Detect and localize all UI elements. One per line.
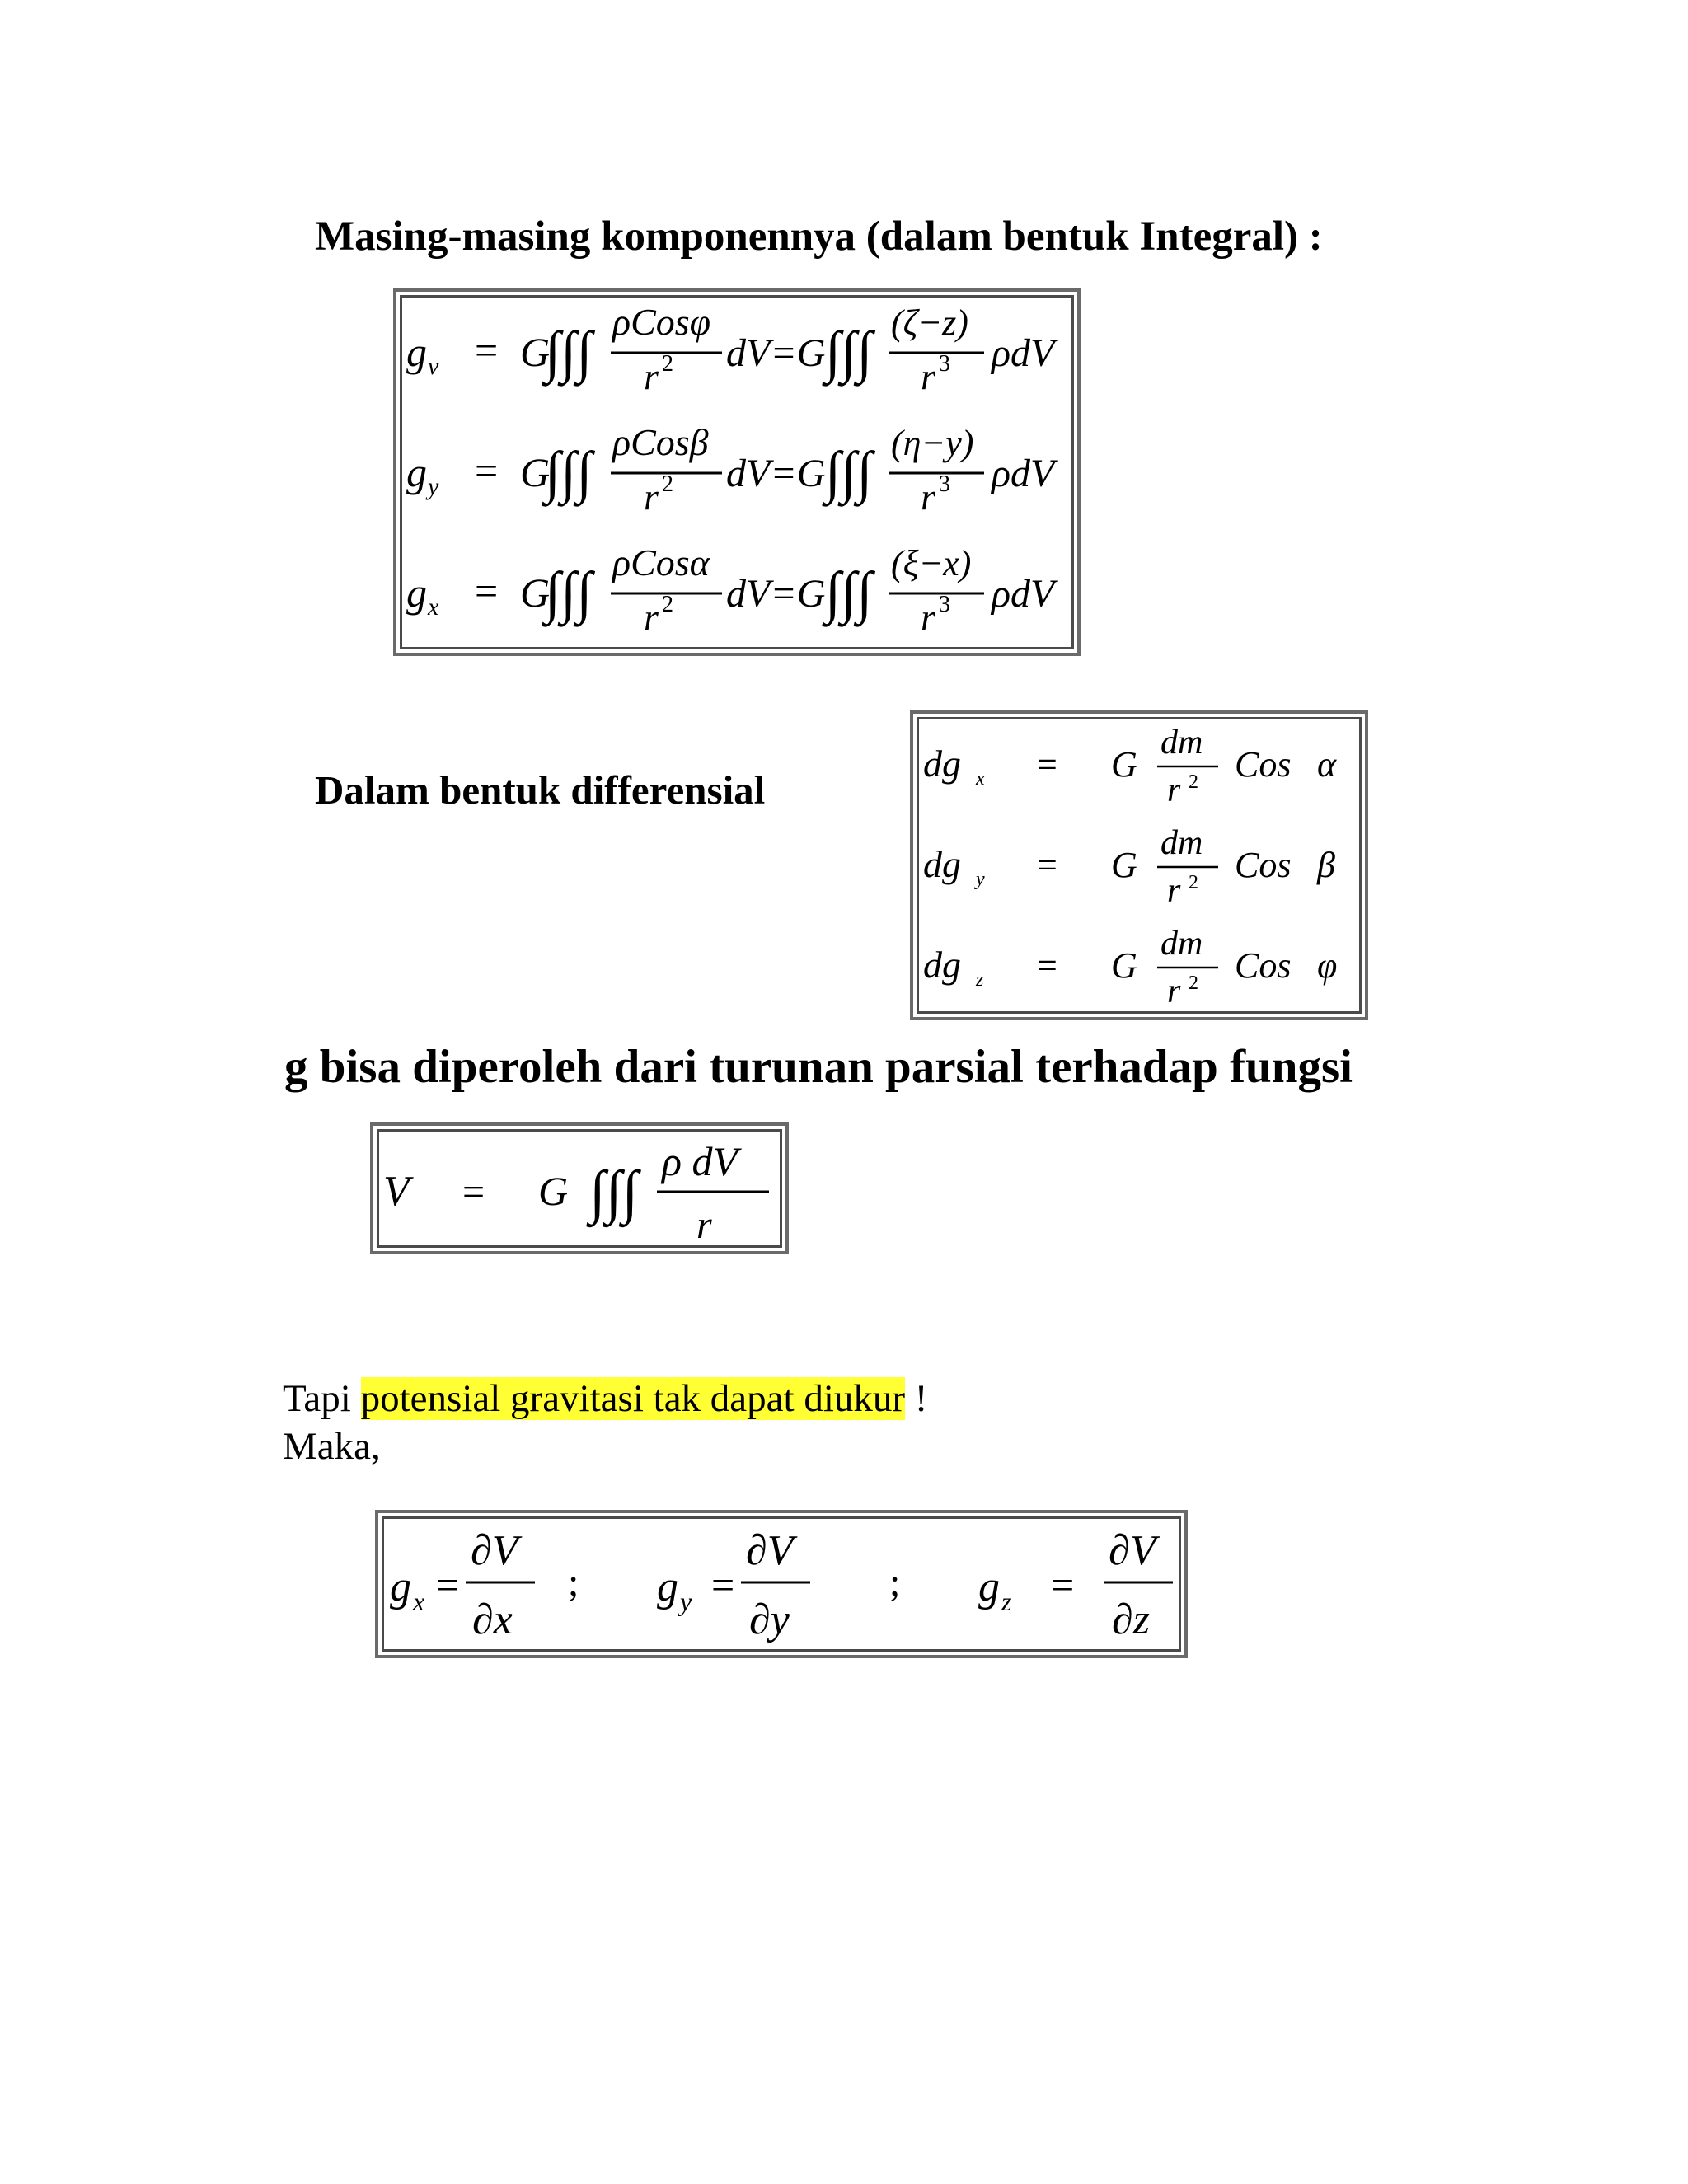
angle: α bbox=[1317, 744, 1337, 785]
power-2: 2 bbox=[662, 351, 673, 377]
row-sub: v bbox=[428, 353, 439, 380]
numerator-2: (ξ−x) bbox=[891, 543, 972, 583]
row-equals: = bbox=[1037, 945, 1057, 986]
tail: ρdV bbox=[992, 331, 1055, 375]
numerator-1: ρCosφ bbox=[612, 301, 711, 343]
derivative-term-x bbox=[390, 1527, 579, 1643]
tail: ρdV bbox=[992, 452, 1055, 495]
row-equals: = bbox=[475, 448, 499, 494]
denominator-2: r bbox=[921, 596, 935, 638]
row-sub: y bbox=[428, 473, 439, 500]
denominator: r bbox=[644, 355, 659, 397]
potential-coef: G bbox=[538, 1168, 569, 1214]
row-equals: = bbox=[475, 568, 499, 614]
cos: Cos bbox=[1235, 744, 1292, 785]
text-line-2: Maka, bbox=[283, 1425, 381, 1468]
row-sub: x bbox=[976, 768, 985, 790]
term-separator: ; bbox=[568, 1561, 579, 1605]
power-3: 3 bbox=[939, 592, 950, 617]
term-numerator: ∂V bbox=[746, 1527, 794, 1574]
row-lhs: dg bbox=[923, 743, 961, 785]
denominator-2: r bbox=[921, 355, 935, 397]
differential-row-z bbox=[923, 925, 1337, 1010]
numerator-2: (η−y) bbox=[891, 423, 974, 463]
term-lhs: g bbox=[657, 1563, 678, 1610]
text-line-1 bbox=[283, 1377, 928, 1420]
row-coef: G bbox=[520, 449, 551, 495]
denominator: r bbox=[1167, 771, 1181, 809]
derivative-equations-box bbox=[375, 1510, 1188, 1658]
power: 2 bbox=[1189, 872, 1198, 893]
differential-row-x bbox=[923, 724, 1337, 809]
term-denominator: ∂y bbox=[749, 1596, 790, 1643]
integral-heading: Masing-masing komponennya (dalam bentuk Integral) : bbox=[315, 213, 1323, 260]
numerator-1: ρCosβ bbox=[612, 421, 709, 463]
denominator: r bbox=[1167, 872, 1181, 910]
row-equals: = bbox=[1037, 845, 1057, 885]
differential-equations-box bbox=[910, 710, 1368, 1020]
row-coef: G bbox=[520, 329, 551, 375]
row-sub: x bbox=[428, 593, 439, 621]
integral-sign: ∫∫∫ bbox=[545, 441, 593, 504]
power-3: 3 bbox=[939, 471, 950, 497]
row-coef: G bbox=[1111, 845, 1137, 885]
term-equals: = bbox=[436, 1562, 460, 1608]
integral-sign: ∫∫∫ bbox=[589, 1159, 639, 1225]
numerator-2: (ζ−z) bbox=[891, 302, 968, 343]
integral-row-gy bbox=[406, 421, 1058, 518]
integral-row-gx bbox=[406, 541, 1058, 638]
row-sub: z bbox=[976, 969, 984, 991]
term-lhs: g bbox=[978, 1563, 1000, 1610]
denominator: r bbox=[644, 476, 659, 518]
row-lhs: dg bbox=[923, 944, 961, 986]
tail: ρdV bbox=[992, 572, 1055, 616]
integral-sign-2: ∫∫∫ bbox=[825, 561, 873, 625]
cos: Cos bbox=[1235, 845, 1292, 885]
numerator-1: ρCosα bbox=[612, 541, 710, 583]
integral-sign-2: ∫∫∫ bbox=[825, 441, 873, 504]
potential-equation-box bbox=[370, 1122, 789, 1254]
power: 2 bbox=[1189, 972, 1198, 994]
numerator: dm bbox=[1160, 724, 1203, 762]
term-denominator: ∂x bbox=[472, 1596, 513, 1643]
integral-equations bbox=[396, 292, 1084, 659]
denominator-2: r bbox=[921, 476, 935, 518]
derivative-term-y bbox=[657, 1527, 900, 1643]
denominator: r bbox=[1167, 972, 1181, 1010]
derivative-term-z bbox=[978, 1527, 1173, 1643]
power: 2 bbox=[1189, 771, 1198, 793]
term-equals: = bbox=[1051, 1562, 1075, 1608]
row-coef: G bbox=[1111, 945, 1137, 986]
integral-sign-2: ∫∫∫ bbox=[825, 321, 873, 384]
potential-lhs: V bbox=[383, 1168, 410, 1215]
term-sub: y bbox=[680, 1586, 692, 1616]
middle: dV=G bbox=[726, 452, 826, 495]
power-2: 2 bbox=[662, 592, 673, 617]
term-equals: = bbox=[711, 1562, 735, 1608]
row-sub: y bbox=[976, 869, 985, 890]
term-sub: z bbox=[1001, 1586, 1012, 1616]
middle: dV=G bbox=[726, 572, 826, 616]
term-sub: x bbox=[413, 1586, 425, 1616]
row-lhs: dg bbox=[923, 843, 961, 885]
differential-heading: Dalam bentuk differensial bbox=[315, 767, 766, 813]
power-3: 3 bbox=[939, 351, 950, 377]
cos: Cos bbox=[1235, 945, 1292, 986]
term-denominator: ∂z bbox=[1112, 1596, 1150, 1643]
differential-row-y bbox=[923, 824, 1335, 910]
integral-row-gv bbox=[406, 301, 1058, 397]
numerator: dm bbox=[1160, 925, 1203, 963]
denominator: r bbox=[644, 596, 659, 638]
derivative-equations bbox=[378, 1513, 1191, 1661]
row-equals: = bbox=[1037, 744, 1057, 785]
term-lhs: g bbox=[390, 1563, 411, 1610]
text-after: ! bbox=[905, 1377, 928, 1420]
angle: β bbox=[1317, 845, 1335, 885]
power-2: 2 bbox=[662, 471, 673, 497]
term-separator: ; bbox=[889, 1561, 901, 1605]
potential-equation bbox=[373, 1126, 792, 1258]
row-coef: G bbox=[520, 569, 551, 616]
term-numerator: ∂V bbox=[471, 1527, 518, 1574]
row-lhs: g bbox=[406, 449, 427, 495]
term-numerator: ∂V bbox=[1109, 1527, 1156, 1574]
middle: dV=G bbox=[726, 331, 826, 375]
text-before: Tapi bbox=[283, 1377, 361, 1420]
differential-equations bbox=[913, 714, 1372, 1024]
row-equals: = bbox=[475, 327, 499, 373]
potential-denominator: r bbox=[696, 1203, 712, 1247]
row-lhs: g bbox=[406, 329, 427, 375]
potential-equals: = bbox=[462, 1170, 485, 1214]
integral-sign: ∫∫∫ bbox=[545, 561, 593, 625]
integral-sign: ∫∫∫ bbox=[545, 321, 593, 384]
potential-numerator: ρ dV bbox=[662, 1138, 738, 1184]
angle: φ bbox=[1317, 945, 1338, 986]
integral-equations-box bbox=[393, 288, 1081, 656]
highlighted-text: potensial gravitasi tak dapat diukur bbox=[360, 1377, 906, 1420]
numerator: dm bbox=[1160, 824, 1203, 862]
derivative-heading: g bisa diperoleh dari turunan parsial terhadap fungsi bbox=[284, 1041, 1353, 1093]
row-coef: G bbox=[1111, 744, 1137, 785]
row-lhs: g bbox=[406, 569, 427, 616]
